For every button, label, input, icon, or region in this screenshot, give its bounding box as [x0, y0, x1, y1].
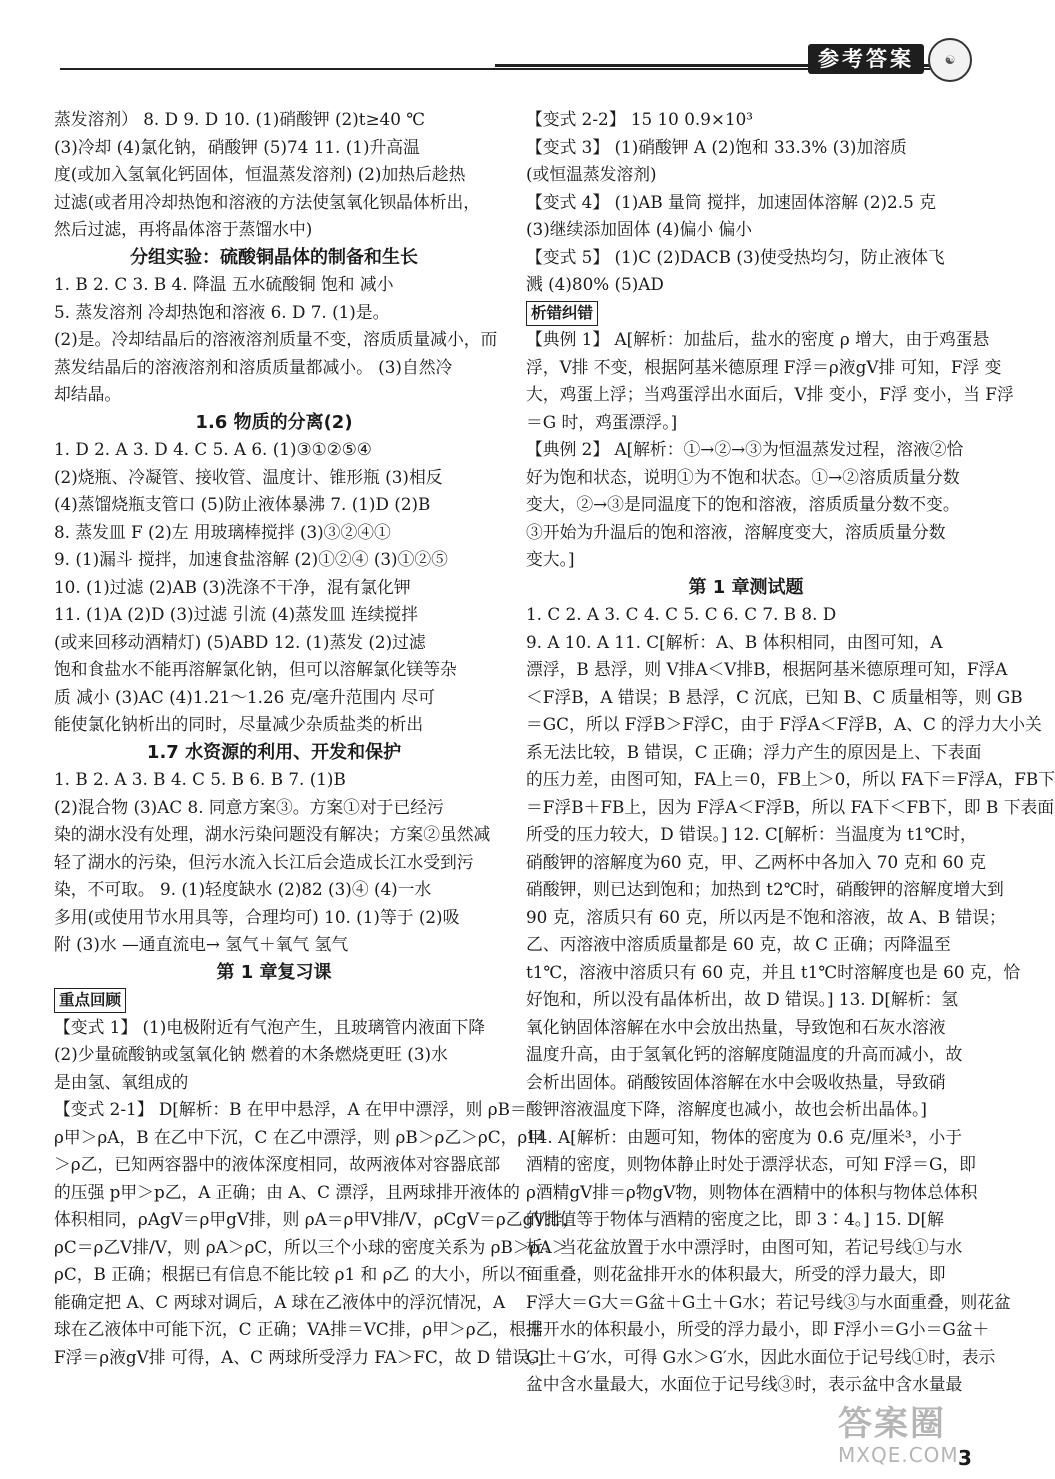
text-line: 饱和食盐水不能再溶解氯化钠，但可以溶解氯化镁等杂	[54, 659, 457, 679]
text-line: 9. (1)漏斗 搅拌，加速食盐溶解 (2)①②④ (3)①②⑤	[54, 549, 448, 569]
text-line: 染，不可取。 9. (1)轻度缺水 (2)82 (3)④ (4)一水	[54, 879, 432, 899]
text-line: 轻了湖水的污染，但污水流入长江后会造成长江水受到污	[54, 851, 474, 872]
text-line: 酒精的密度，则物体静止时处于漂浮状态，可知 F浮＝G，即	[526, 1154, 976, 1174]
text-line: (2)烧瓶、冷凝管、接收管、温度计、锥形瓶 (3)相反	[54, 466, 443, 487]
section-badge: 参考答案	[808, 44, 924, 74]
text-line: 会析出固体。硝酸铵固体溶解在水中会吸收热量，导致硝	[526, 1071, 946, 1092]
text-line: 能使氯化钠析出的同时，尽量减少杂质盐类的析出	[54, 714, 424, 734]
text-line: F浮＝ρ液gV排 可得，A、C 两球所受浮力 FA＞FC，故 D 错误。]	[54, 1346, 545, 1367]
text-line: 【典例 2】 A[解析：①→②→③为恒温蒸发过程，溶液②恰	[526, 439, 964, 459]
text-line: (2)少量硫酸钠或氢氧化钠 燃着的木条燃烧更旺 (3)水	[54, 1044, 448, 1064]
text-line: 盆中含水量最大，水面位于记号线③时，表示盆中含水量最	[526, 1374, 963, 1394]
text-line: F浮大＝G大＝G盆＋G土＋G水；若记号线③与水面重叠，则花盆	[526, 1291, 1011, 1312]
text-line: 度(或加入氢氧化钙固体，恒温蒸发溶剂) (2)加热后趁热	[54, 164, 466, 184]
text-line: 溅 (4)80% (5)AD	[526, 274, 664, 294]
text-line: 好饱和，所以没有晶体析出，故 D 错误。] 13. D[解析：氢	[526, 989, 959, 1009]
text-line: 1. B 2. C 3. B 4. 降温 五水硫酸铜 饱和 减小	[54, 274, 394, 294]
right-column	[526, 106, 1055, 1399]
text-line: 所受的压力较大，D 错误。] 12. C[解析：当温度为 t1℃时，	[526, 824, 977, 844]
text-line: 球在乙液体中可能下沉，C 正确；VA排＝VC排，ρ甲＞ρ乙，根据	[54, 1319, 543, 1339]
text-line: 大，鸡蛋上浮；当鸡蛋浮出水面后，V排 变小，F浮 变小，当 F浮	[526, 384, 1014, 404]
text-line: 温度升高，由于氢氧化钙的溶解度随温度的升高而减小，故	[526, 1044, 963, 1064]
watermark-line2: MXQE.COM	[838, 1443, 959, 1467]
text-line: 1. C 2. A 3. C 4. C 5. C 6. C 7. B 8. D	[526, 604, 837, 624]
text-line: ＝GC，所以 F浮B＞F浮C，由于 F浮A＜F浮B，A、C 的浮力大小关	[526, 714, 1042, 734]
text-line: 90 克，溶质只有 60 克，所以丙是不饱和溶液，故 A、B 错误；	[526, 906, 1006, 927]
boxed-heading-row	[54, 986, 494, 1014]
text-line: 体积相同，ρAgV＝ρ甲gV排，则 ρA＝ρ甲V排/V，ρCgV＝ρ乙gV排，	[54, 1209, 580, 1229]
text-line: (2)是。冷却结晶后的溶液溶剂质量不变，溶质质量减小，而	[54, 329, 498, 349]
text-line: 变大。]	[526, 549, 575, 569]
text-line: 硝酸钾的溶解度为60 克，甲、乙两杯中各加入 70 克和 60 克	[526, 851, 986, 872]
text-line: 排开水的体积最小，所受的浮力最小，即 F浮小＝G小＝G盆＋	[526, 1319, 990, 1339]
text-line: 酸钾溶液温度下降，溶解度也减小，故也会析出晶体。]	[526, 1099, 927, 1119]
text-line: 【变式 2-1】 D[解析：B 在甲中悬浮，A 在甲中漂浮，则 ρB＝	[54, 1099, 527, 1119]
section-heading: 分组实验：硫酸铜晶体的制备和生长	[130, 246, 418, 268]
section-heading: 第 1 章测试题	[688, 576, 804, 598]
text-line: 附 (3)水 —通直流电→ 氢气＋氧气 氢气	[54, 934, 349, 954]
text-line: 的比值等于物体与酒精的密度之比，即 3∶4。] 15. D[解	[526, 1209, 944, 1229]
header-rule	[60, 68, 930, 70]
text-line: ＝F浮B＋FB上，因为 F浮A＜F浮B，所以 FA下＜FB下，即 B 下表面	[526, 796, 1055, 817]
text-line: 11. (1)A (2)D (3)过滤 引流 (4)蒸发皿 连续搅拌	[54, 604, 418, 624]
text-line: 【变式 1】 (1)电极附近有气泡产生，且玻璃管内液面下降	[54, 1016, 486, 1037]
text-line: 1. D 2. A 3. D 4. C 5. A 6. (1)③①②⑤④	[54, 439, 372, 459]
text-line: (4)蒸馏烧瓶支管口 (5)防止液体暴沸 7. (1)D (2)B	[54, 494, 431, 514]
text-line: 过滤(或者用冷却热饱和溶液的方法使氢氧化钡晶体析出，	[54, 191, 481, 212]
text-line: 浮，V排 不变，根据阿基米德原理 F浮＝ρ液gV排 可知，F浮 变	[526, 356, 1002, 377]
text-line: 10. (1)过滤 (2)AB (3)洗涤不干净，混有氯化钾	[54, 576, 411, 597]
section-heading: 1.7 水资源的利用、开发和保护	[146, 741, 402, 763]
watermark-line1: 答案圈	[838, 1404, 946, 1444]
page-number: 3	[958, 1446, 972, 1470]
text-line: 面重叠，则花盆排开水的体积最大，所受的浮力最大，即	[526, 1264, 946, 1284]
text-line: ρC＝ρ乙V排/V，则 ρA＞ρC，所以三个小球的密度关系为 ρB＞ρA＞	[54, 1236, 569, 1257]
text-line: ＝G 时，鸡蛋漂浮。]	[526, 411, 678, 432]
text-line: (或来回移动酒精灯) (5)ABD 12. (1)蒸发 (2)过滤	[54, 631, 426, 652]
text-line: (3)冷却 (4)氯化钠，硝酸钾 (5)74 11. (1)升高温	[54, 136, 420, 157]
text-line: 析：当花盆放置于水中漂浮时，由图可知，若记号线①与水	[526, 1236, 963, 1257]
text-line: ρC，B 正确；根据已有信息不能比较 ρ1 和 ρ乙 的大小，所以不	[54, 1264, 533, 1284]
text-line: 【变式 5】 (1)C (2)DACB (3)使受热均匀，防止液体飞	[526, 246, 945, 267]
boxed-heading: 析错纠错	[526, 301, 598, 326]
text-line: 【变式 2-2】 15 10 0.9×10³	[526, 109, 754, 129]
text-line: ＜F浮B，A 错误；B 悬浮，C 沉底，已知 B、C 质量相等，则 GB	[526, 686, 1023, 707]
text-line: 乙、丙溶液中溶质质量都是 60 克，故 C 正确；丙降温至	[526, 934, 951, 954]
text-line: ρ酒精gV排＝ρ物gV物，则物体在酒精中的体积与物体总体积	[526, 1181, 978, 1202]
text-line: 的压强 p甲＞p乙，A 正确；由 A、C 漂浮，且两球排开液体的	[54, 1181, 520, 1202]
text-line: 然后过滤，再将晶体溶于蒸馏水中)	[54, 219, 313, 239]
text-line: (或恒温蒸发溶剂)	[526, 164, 657, 184]
text-line: 系无法比较，B 错误，C 正确；浮力产生的原因是上、下表面	[526, 741, 982, 762]
text-line: 蒸发结晶后的溶液溶剂和溶质质量都减小。 (3)自然冷	[54, 356, 453, 377]
boxed-heading-row	[526, 299, 966, 327]
logo-seal-icon: ☯	[928, 38, 972, 82]
text-line: (3)继续添加固体 (4)偏小 偏小	[526, 219, 753, 239]
text-line: 5. 蒸发溶剂 冷却热饱和溶液 6. D 7. (1)是。	[54, 301, 390, 322]
text-line: 多用(或使用节水用具等，合理均可) 10. (1)等于 (2)吸	[54, 906, 460, 927]
text-line: 蒸发溶剂） 8. D 9. D 10. (1)硝酸钾 (2)t≥40 ℃	[54, 109, 426, 129]
text-line: 染的湖水没有处理，湖水污染问题没有解决；方案②虽然减	[54, 824, 491, 844]
text-line: 质 减小 (3)AC (4)1.21～1.26 克/毫升范围内 尽可	[54, 686, 435, 707]
text-line: 却结晶。	[54, 384, 122, 404]
text-line: 【变式 3】 (1)硝酸钾 A (2)饱和 33.3% (3)加溶质	[526, 136, 907, 157]
text-line: 的压力差，由图可知，FA上＝0，FB上＞0，所以 FA下＝F浮A，FB下	[526, 769, 1055, 789]
text-line: ＞ρ乙，已知两容器中的液体深度相同，故两液体对容器底部	[54, 1154, 501, 1174]
text-line: 【变式 4】 (1)AB 量筒 搅拌，加速固体溶解 (2)2.5 克	[526, 191, 936, 212]
text-line: (2)混合物 (3)AC 8. 同意方案③。方案①对于已经污	[54, 796, 444, 817]
text-line: 氧化钠固体溶解在水中会放出热量，导致饱和石灰水溶液	[526, 1016, 946, 1037]
text-line: t1℃，溶液中溶质只有 60 克，并且 t1℃时溶解度也是 60 克，恰	[526, 961, 1021, 982]
text-line: 【典例 1】 A[解析：加盐后，盐水的密度 ρ 增大，由于鸡蛋悬	[526, 329, 990, 349]
section-heading: 第 1 章复习课	[216, 961, 332, 983]
text-line: ρ甲＞ρA，B 在乙中下沉，C 在乙中漂浮，则 ρB＞ρ乙＞ρC，ρ甲	[54, 1126, 545, 1147]
text-line: 变大，②→③是同温度下的饱和溶液，溶质质量分数不变。	[526, 494, 960, 514]
text-line: 是由氢、氧组成的	[54, 1071, 189, 1092]
text-line: 硝酸钾，则已达到饱和；加热到 t2℃时，硝酸钾的溶解度增大到	[526, 879, 1004, 899]
text-line: ③开始为升温后的饱和溶液，溶解度变大，溶质质量分数	[526, 521, 946, 542]
text-line: 8. 蒸发皿 F (2)左 用玻璃棒搅拌 (3)③②④①	[54, 521, 391, 542]
text-line: 能确定把 A、C 两球对调后，A 球在乙液体中的浮沉情况，A	[54, 1291, 506, 1312]
boxed-heading: 重点回顾	[54, 988, 126, 1013]
text-line: 漂浮，B 悬浮，则 V排A＜V排B，根据阿基米德原理可知，F浮A	[526, 659, 1008, 679]
text-line: 1. B 2. A 3. B 4. C 5. B 6. B 7. (1)B	[54, 769, 346, 789]
text-line: G土＋G′水，可得 G水＞G′水，因此水面位于记号线①时，表示	[526, 1346, 996, 1367]
text-line: 14. A[解析：由题可知，物体的密度为 0.6 克/厘米³，小于	[526, 1126, 963, 1147]
section-heading: 1.6 物质的分离(2)	[195, 411, 353, 433]
text-line: 好为饱和状态，说明①为不饱和状态。①→②溶质质量分数	[526, 466, 960, 487]
text-line: 9. A 10. A 11. C[解析：A、B 体积相同，由图可知，A	[526, 631, 943, 652]
